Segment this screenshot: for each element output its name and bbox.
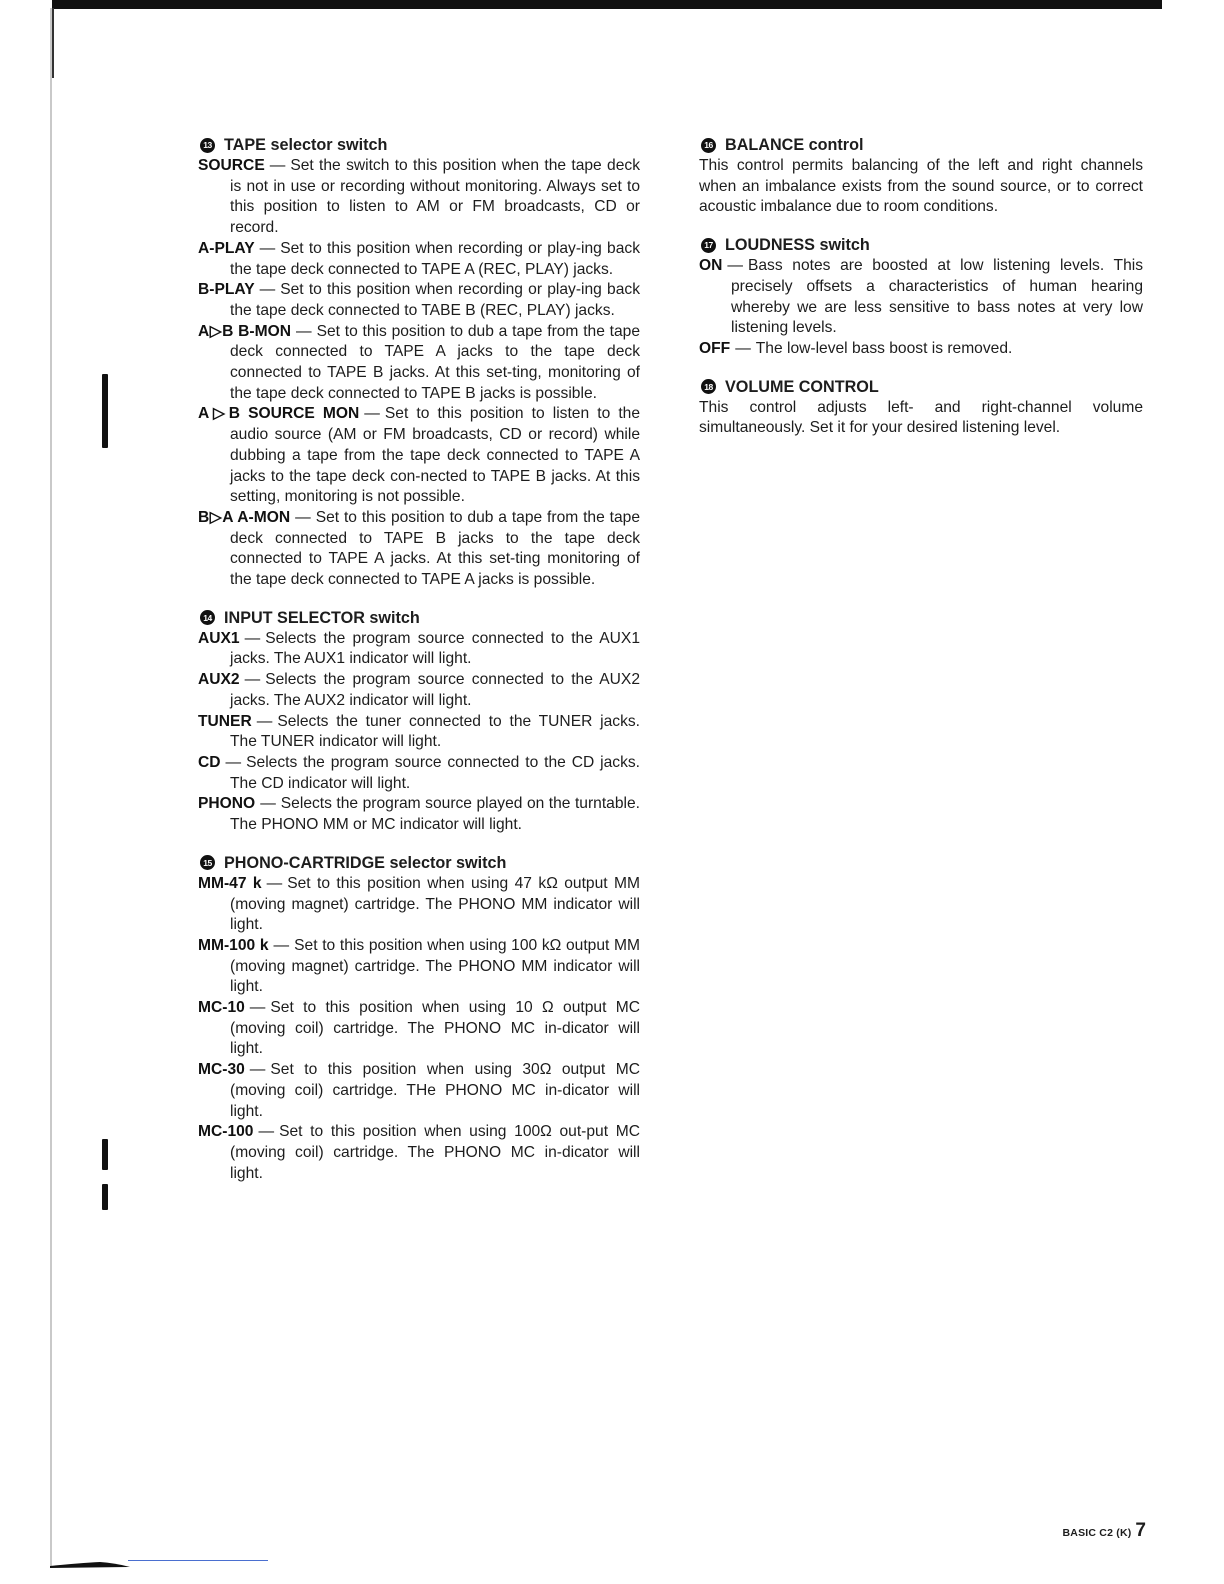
section-title: TAPE selector switch bbox=[224, 136, 388, 154]
em-dash: — bbox=[256, 712, 273, 730]
section-phono-cartridge bbox=[198, 852, 640, 1185]
entry-term: CD bbox=[198, 753, 221, 771]
entry-term: A-PLAY bbox=[198, 239, 255, 257]
entry-text: The low-level bass boost is removed. bbox=[755, 339, 1013, 357]
section-number-badge: 13 bbox=[200, 138, 215, 153]
definition-entry bbox=[198, 239, 640, 280]
entry-text: Set to this position to listen to the audio source (AM or FM broadcasts, CD or record) while dubbing a tape from the tape deck connected to TAPE A jacks to the tape deck con-nected to TAPE B jacks. At this setting, monitoring is not possible. bbox=[230, 405, 641, 506]
revision-bar bbox=[102, 1184, 108, 1210]
section-loudness-switch bbox=[699, 234, 1143, 360]
scan-smudge bbox=[50, 1558, 130, 1568]
em-dash: — bbox=[296, 322, 312, 340]
section-title: INPUT SELECTOR switch bbox=[224, 608, 420, 627]
section-title: BALANCE control bbox=[725, 136, 864, 154]
entry-text: Set to this position when recording or play-ing back the tape deck connected to TAPE A (REC, PLAY) jacks. bbox=[230, 239, 640, 278]
entry-text: Set the switch to this position when the tape deck is not in use or recording without monitoring. Always set to this position to listen to AM or FM broadcasts, CD or record. bbox=[230, 157, 640, 237]
page-footer bbox=[1063, 1520, 1146, 1542]
entry-term: MM-100 k bbox=[198, 936, 269, 954]
section-paragraph: This control permits balancing of the left and right channels when an imbalance exists from the sound source, or to correct acoustic imbalance due to room conditions. bbox=[699, 157, 1143, 216]
entry-term: A▷B B-MON bbox=[198, 322, 291, 340]
em-dash: — bbox=[244, 671, 261, 689]
em-dash: — bbox=[269, 157, 286, 174]
page-number: 7 bbox=[1135, 1520, 1146, 1541]
left-column bbox=[198, 134, 640, 1200]
section-heading bbox=[699, 234, 1143, 256]
entry-term: MC-10 bbox=[198, 999, 245, 1017]
entry-term: PHONO bbox=[198, 795, 256, 813]
em-dash: — bbox=[225, 753, 242, 771]
entry-text: Selects the program source played on the turntable. The PHONO MM or MC indicator will light. bbox=[230, 795, 640, 834]
entry-term: TUNER bbox=[198, 712, 252, 730]
entry-text: Set to this position to dub a tape from the tape deck connected to TAPE B jacks to the tape deck connected to TAPE A jacks. At this set-ting monitoring of the tape deck connected to TAPE A jacks is possible. bbox=[230, 508, 640, 589]
section-heading bbox=[699, 376, 1143, 398]
section-title: LOUDNESS switch bbox=[725, 236, 870, 255]
entry-text: Set to this position when using 30Ω output MC (moving coil) cartridge. THe PHONO MC in-dicator will light. bbox=[230, 1061, 640, 1120]
em-dash: — bbox=[273, 936, 290, 954]
revision-bar bbox=[102, 1139, 108, 1170]
top-rule bbox=[52, 0, 1162, 9]
section-input-selector bbox=[198, 607, 640, 836]
entry-term: ON bbox=[699, 257, 723, 275]
section-number-badge: 18 bbox=[701, 379, 716, 394]
entry-text: Set to this position when using 10 Ω output MC (moving coil) cartridge. The PHONO MC in-dicator will light. bbox=[230, 999, 640, 1058]
definition-entry bbox=[198, 156, 640, 239]
entry-term: AUX2 bbox=[198, 671, 240, 689]
definition-entry bbox=[198, 508, 640, 591]
section-balance-control bbox=[699, 134, 1143, 218]
entry-text: Set to this position when using 47 kΩ output MM (moving magnet) cartridge. The PHONO MM indicator will light. bbox=[230, 874, 641, 934]
definition-entry bbox=[198, 629, 640, 670]
entry-term: AUX1 bbox=[198, 629, 240, 647]
definition-entry bbox=[198, 280, 640, 321]
section-heading bbox=[198, 852, 640, 874]
section-number-badge: 14 bbox=[200, 610, 215, 625]
entry-text: Bass notes are boosted at low listening levels. This precisely offsets a characteristics of human hearing whereby we are less sensitive to bass notes at very low listening levels. bbox=[731, 257, 1143, 337]
entry-term: MC-30 bbox=[198, 1061, 245, 1079]
definition-entry bbox=[198, 753, 640, 794]
definition-entry bbox=[699, 256, 1143, 339]
em-dash: — bbox=[244, 629, 261, 647]
right-column bbox=[699, 134, 1143, 455]
em-dash: — bbox=[735, 339, 751, 357]
entry-term: OFF bbox=[699, 339, 731, 357]
entry-term: SOURCE bbox=[198, 157, 265, 174]
em-dash: — bbox=[266, 874, 283, 892]
entry-text: Selects the tuner connected to the TUNER jacks. The TUNER indicator will light. bbox=[230, 712, 640, 751]
em-dash: — bbox=[260, 795, 276, 813]
em-dash: — bbox=[258, 1123, 275, 1141]
definition-entry bbox=[198, 1060, 640, 1122]
entry-text: Set to this position when recording or play-ing back the tape deck connected to TABE B (REC, PLAY) jacks. bbox=[230, 281, 640, 319]
section-tape-selector bbox=[198, 134, 640, 591]
definition-entry bbox=[198, 874, 640, 936]
section-heading bbox=[699, 134, 1143, 156]
entry-text: Selects the program source connected to the CD jacks. The CD indicator will light. bbox=[230, 753, 640, 792]
em-dash: — bbox=[259, 281, 276, 299]
entry-text: Set to this position when using 100 kΩ output MM (moving magnet) cartridge. The PHONO MM indicator will light. bbox=[230, 936, 641, 996]
definition-entry bbox=[198, 712, 640, 753]
em-dash: — bbox=[727, 257, 743, 275]
section-number-badge: 15 bbox=[200, 855, 215, 870]
em-dash: — bbox=[364, 405, 380, 423]
em-dash: — bbox=[295, 508, 311, 526]
entry-term: MC-100 bbox=[198, 1123, 254, 1141]
em-dash: — bbox=[249, 999, 266, 1017]
section-number-badge: 17 bbox=[701, 238, 716, 253]
definition-entry bbox=[198, 404, 640, 508]
scan-line bbox=[128, 1560, 268, 1561]
definition-entry bbox=[198, 670, 640, 711]
entry-text: Selects the program source connected to the AUX2 jacks. The AUX2 indicator will light. bbox=[230, 671, 640, 709]
entry-term: B-PLAY bbox=[198, 281, 255, 299]
section-heading bbox=[198, 607, 640, 629]
section-heading bbox=[198, 134, 640, 156]
entry-text: Selects the program source connected to the AUX1 jacks. The AUX1 indicator will light. bbox=[230, 629, 640, 668]
section-title: PHONO-CARTRIDGE selector switch bbox=[224, 853, 507, 872]
section-paragraph: This control adjusts left- and right-channel volume simultaneously. Set it for your desired listening level. bbox=[699, 398, 1143, 437]
definition-entry bbox=[198, 1122, 640, 1184]
definition-entry bbox=[699, 339, 1143, 360]
page-left-edge bbox=[50, 8, 52, 1568]
section-title: VOLUME CONTROL bbox=[725, 377, 879, 396]
entry-text: Set to this position when using 100Ω out-put MC (moving coil) cartridge. The PHONO MC in-dicator will light. bbox=[230, 1123, 640, 1182]
footer-label: BASIC C2 (K) bbox=[1062, 1527, 1132, 1539]
definition-entry bbox=[198, 998, 640, 1060]
section-number-badge: 16 bbox=[701, 138, 716, 153]
section-volume-control bbox=[699, 376, 1143, 439]
entry-term: MM-47 k bbox=[198, 874, 262, 892]
entry-term: A▷B SOURCE MON bbox=[198, 405, 360, 423]
entry-term: B▷A A-MON bbox=[198, 508, 291, 526]
definition-entry bbox=[198, 322, 640, 405]
entry-text: Set to this position to dub a tape from the tape deck connected to TAPE A jacks to the tape deck connected to TAPE B jacks. At this set-ting, monitoring of the tape deck connected to TAPE B jacks is possible. bbox=[230, 322, 640, 402]
scan-edge-mark bbox=[52, 8, 54, 78]
definition-entry bbox=[198, 936, 640, 998]
definition-entry bbox=[198, 794, 640, 835]
revision-bar bbox=[102, 374, 108, 448]
em-dash: — bbox=[249, 1061, 266, 1079]
em-dash: — bbox=[259, 239, 276, 257]
